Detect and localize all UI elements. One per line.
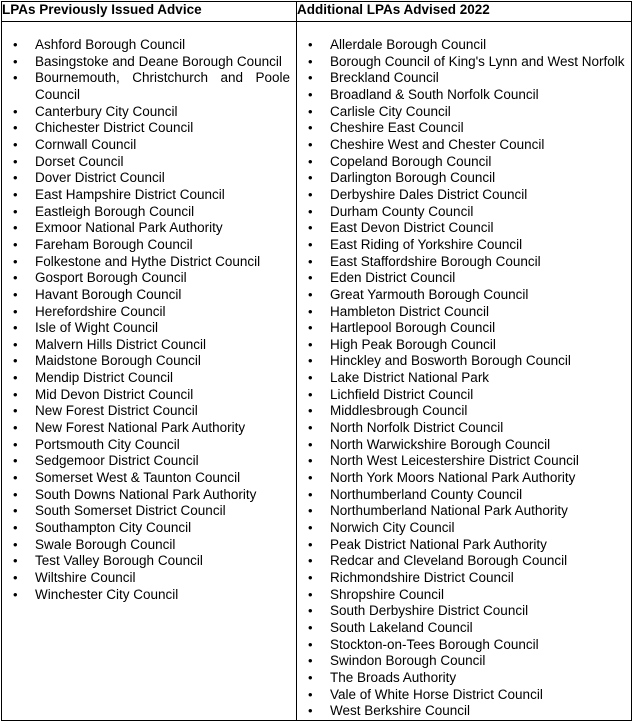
list-item: • Mendip District Council — [2, 370, 296, 387]
list-item: • Breckland Council — [297, 70, 631, 87]
list-item: • South Lakeland Council — [297, 620, 631, 637]
list-item: • Northumberland National Park Authority — [297, 503, 631, 520]
list-item: • Redcar and Cleveland Borough Council — [297, 553, 631, 570]
right-column-header: Additional LPAs Advised 2022 — [297, 2, 632, 22]
list-item: • Carlisle City Council — [297, 104, 631, 121]
left-column-cell — [2, 22, 297, 721]
list-item: • Great Yarmouth Borough Council — [297, 287, 631, 304]
list-item: • Somerset West & Taunton Council — [2, 470, 296, 487]
body-row — [2, 22, 632, 721]
list-item: • Cornwall Council — [2, 137, 296, 154]
list-item: • Vale of White Horse District Council — [297, 687, 631, 704]
list-item: • High Peak Borough Council — [297, 337, 631, 354]
list-item: • West Berkshire Council — [297, 703, 631, 720]
list-item: • Ashford Borough Council — [2, 37, 296, 54]
list-item: • Portsmouth City Council — [2, 437, 296, 454]
list-item: • Copeland Borough Council — [297, 154, 631, 171]
list-item: • The Broads Authority — [297, 670, 631, 687]
list-item: • Dover District Council — [2, 170, 296, 187]
list-item: • Swindon Borough Council — [297, 653, 631, 670]
list-item: • Eastleigh Borough Council — [2, 204, 296, 221]
list-item: • Basingstoke and Deane Borough Council — [2, 54, 296, 71]
list-item: • Cheshire East Council — [297, 120, 631, 137]
list-item: • Lake District National Park — [297, 370, 631, 387]
list-item: • North Warwickshire Borough Council — [297, 437, 631, 454]
list-item: • North York Moors National Park Authority — [297, 470, 631, 487]
list-item: • South Somerset District Council — [2, 503, 296, 520]
list-item: • Derbyshire Dales District Council — [297, 187, 631, 204]
list-item: • Sedgemoor District Council — [2, 453, 296, 470]
list-item: • Maidstone Borough Council — [2, 353, 296, 370]
list-item: • Eden District Council — [297, 270, 631, 287]
list-item: • Exmoor National Park Authority — [2, 220, 296, 237]
list-item: • Swale Borough Council — [2, 537, 296, 554]
list-item: • North Norfolk District Council — [297, 420, 631, 437]
list-item: • Cheshire West and Chester Council — [297, 137, 631, 154]
list-item: • Gosport Borough Council — [2, 270, 296, 287]
list-item: • Allerdale Borough Council — [297, 37, 631, 54]
list-item: • Folkestone and Hythe District Council — [2, 254, 296, 271]
list-item: • Herefordshire Council — [2, 304, 296, 321]
list-item: • Mid Devon District Council — [2, 387, 296, 404]
list-item: • East Staffordshire Borough Council — [297, 254, 631, 271]
list-item: • Northumberland County Council — [297, 487, 631, 504]
list-item: • New Forest National Park Authority — [2, 420, 296, 437]
list-item: • Wiltshire Council — [2, 570, 296, 587]
list-item: • South Downs National Park Authority — [2, 487, 296, 504]
list-item: • Peak District National Park Authority — [297, 537, 631, 554]
right-lpa-list — [297, 22, 631, 720]
list-item: • Durham County Council — [297, 204, 631, 221]
list-item: • Hinckley and Bosworth Borough Council — [297, 353, 631, 370]
list-item: • Darlington Borough Council — [297, 170, 631, 187]
right-column-cell — [297, 22, 632, 721]
list-item: • Southampton City Council — [2, 520, 296, 537]
list-item: • East Devon District Council — [297, 220, 631, 237]
list-item: • Norwich City Council — [297, 520, 631, 537]
list-item: • Richmondshire District Council — [297, 570, 631, 587]
list-item: • East Hampshire District Council — [2, 187, 296, 204]
list-item: • New Forest District Council — [2, 403, 296, 420]
list-item: • Winchester City Council — [2, 587, 296, 604]
list-item: • Shropshire Council — [297, 587, 631, 604]
list-item: • Test Valley Borough Council — [2, 553, 296, 570]
list-item: • North West Leicestershire District Council — [297, 453, 631, 470]
lpa-table — [1, 1, 632, 721]
list-item: • South Derbyshire District Council — [297, 603, 631, 620]
list-item: • Chichester District Council — [2, 120, 296, 137]
list-item: • Lichfield District Council — [297, 387, 631, 404]
list-item: • Havant Borough Council — [2, 287, 296, 304]
left-column-header: LPAs Previously Issued Advice — [2, 2, 297, 22]
list-item: • Bournemouth, Christchurch and Poole Council — [2, 70, 296, 103]
list-item: • Hambleton District Council — [297, 304, 631, 321]
list-item: • Hartlepool Borough Council — [297, 320, 631, 337]
list-item: • Dorset Council — [2, 154, 296, 171]
list-item: • Middlesbrough Council — [297, 403, 631, 420]
list-item: • East Riding of Yorkshire Council — [297, 237, 631, 254]
list-item: • Broadland & South Norfolk Council — [297, 87, 631, 104]
list-item: • Stockton-on-Tees Borough Council — [297, 637, 631, 654]
list-item: • Malvern Hills District Council — [2, 337, 296, 354]
left-lpa-list — [2, 22, 296, 603]
list-item: • Isle of Wight Council — [2, 320, 296, 337]
list-item: • Borough Council of King's Lynn and West Norfolk — [297, 54, 631, 71]
list-item: • Fareham Borough Council — [2, 237, 296, 254]
list-item: • Canterbury City Council — [2, 104, 296, 121]
header-row — [2, 2, 632, 22]
